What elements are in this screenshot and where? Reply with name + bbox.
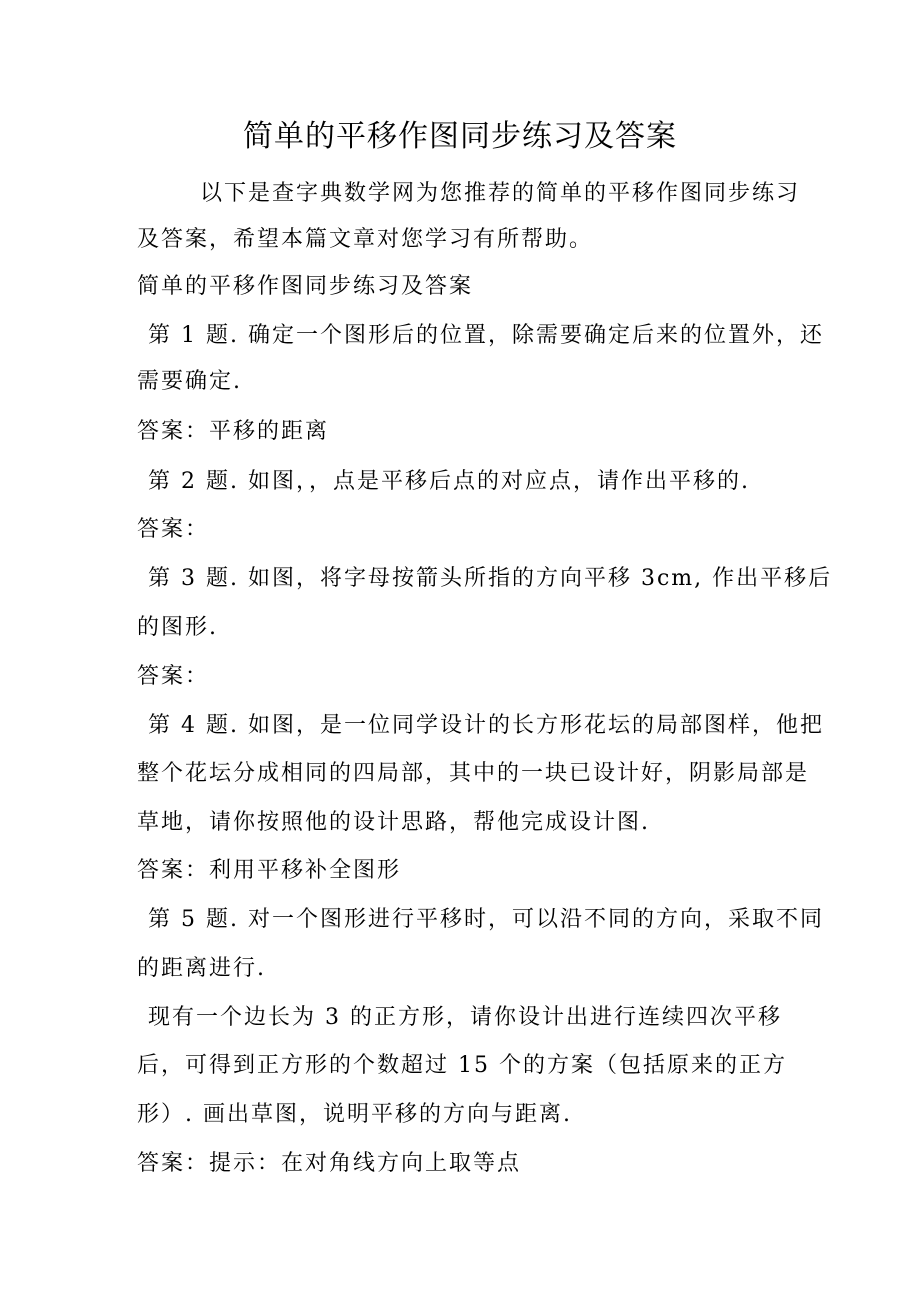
answer-4: 答案：利用平移补全图形: [137, 858, 402, 883]
intro-line-2: 及答案，希望本篇文章对您学习有所帮助。: [137, 227, 594, 252]
question-4-line-2: 整个花坛分成相同的四局部，其中的一块已设计好，阴影局部是: [137, 761, 810, 786]
document-title: 简单的平移作图同步练习及答案: [243, 119, 677, 154]
question-5b-line-1: 现有一个边长为 3 的正方形，请你设计出进行连续四次平移: [148, 1005, 782, 1030]
question-4-line-1: 第 4 题. 如图，是一位同学设计的长方形花坛的局部图样，他把: [148, 713, 824, 738]
question-3-line-2: 的图形.: [137, 615, 218, 640]
answer-3: 答案：: [137, 664, 210, 689]
question-5-line-1: 第 5 题. 对一个图形进行平移时，可以沿不同的方向，采取不同: [148, 907, 824, 932]
answer-5: 答案：提示：在对角线方向上取等点: [137, 1151, 522, 1176]
question-4-line-3: 草地，请你按照他的设计思路，帮他完成设计图.: [137, 810, 650, 835]
answer-2: 答案：: [137, 517, 210, 542]
question-5b-line-3: 形）. 画出草图，说明平移的方向与距离.: [137, 1102, 572, 1127]
intro-line-1: 以下是查字典数学网为您推荐的简单的平移作图同步练习: [200, 181, 801, 206]
question-1-line-2: 需要确定.: [137, 369, 242, 394]
question-2: 第 2 题. 如图，，点是平移后点的对应点，请作出平移的.: [148, 469, 750, 494]
answer-1: 答案：平移的距离: [137, 419, 330, 444]
question-5-line-2: 的距离进行.: [137, 956, 266, 981]
question-5b-line-2: 后，可得到正方形的个数超过 15 个的方案（包括原来的正方: [137, 1053, 787, 1078]
question-3-line-1: 第 3 题. 如图，将字母按箭头所指的方向平移 3cm, 作出平移后: [148, 566, 833, 591]
section-subtitle: 简单的平移作图同步练习及答案: [137, 274, 474, 299]
question-1-line-1: 第 1 题. 确定一个图形后的位置，除需要确定后来的位置外，还: [148, 323, 824, 348]
